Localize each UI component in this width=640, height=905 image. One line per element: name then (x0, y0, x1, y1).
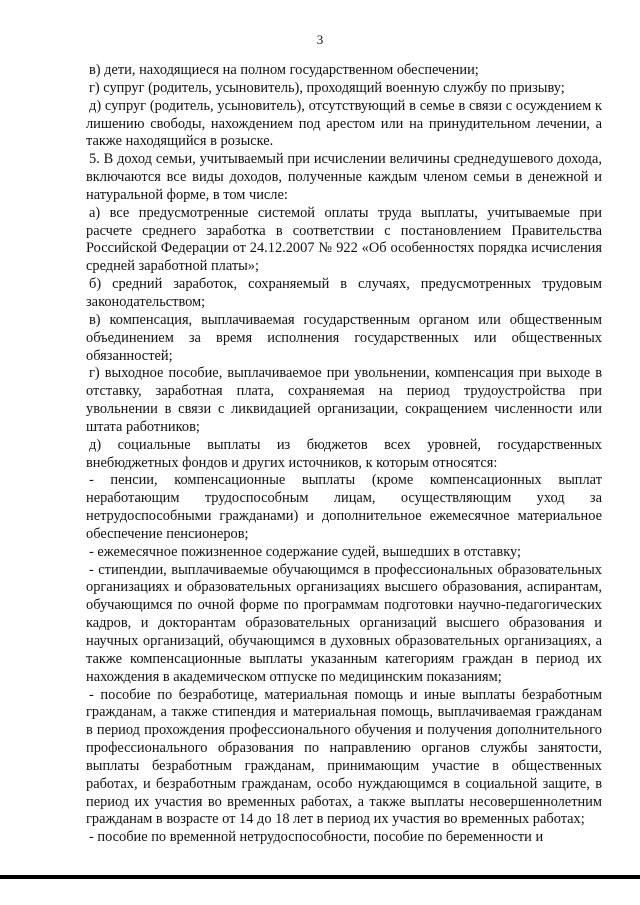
page-number: 3 (316, 32, 324, 47)
paragraph-children-state-support: в) дети, находящиеся на полном государственном обеспечении; (89, 62, 479, 78)
paragraph-wage-payments: а) все предусмотренные системой оплаты труда выплаты, учитываемые при расчете среднего заработка в соответствии с постановлением Правительства Российской Федерации от 24.12.2007 № 922 «Об особенностях порядка исчисления средней заработной платы»; (86, 204, 602, 275)
list-item-disability-benefit: - пособие по временной нетрудоспособности, пособие по беременности и (89, 829, 544, 846)
scan-bottom-border (0, 875, 640, 879)
document-body (86, 62, 602, 847)
paragraph-severance-pay: г) выходное пособие, выплачиваемое при увольнении, компенсация при выходе в отставку, заработная плата, сохраняемая на период трудоустройства при увольнении в связи с ликвидацией организации, сокращением численности или штата работников; (86, 365, 602, 435)
paragraph-social-payments: д) социальные выплаты из бюджетов всех уровней, государственных внебюджетных фондов и других источников, к которым относятся: (86, 436, 602, 471)
list-item-pensions: - пенсии, компенсационные выплаты (кроме компенсационных выплат неработающим трудоспособным лицам, осуществляющим уход за нетрудоспособными гражданами) и дополнительное ежемесячное материальное обеспечение пенсионеров; (86, 472, 602, 542)
paragraph-spouse-military: г) супруг (родитель, усыновитель), проходящий военную службу по призыву; (89, 79, 565, 96)
paragraph-section-5: 5. В доход семьи, учитываемый при исчислении величины среднедушевого дохода, включаются все виды доходов, полученные каждым членом семьи в денежной и натуральной форме, в том числе: (86, 151, 602, 203)
list-item-stipends: - стипендии, выплачиваемые обучающимся в профессиональных образовательных организациях и образовательных организациях высшего образования, аспирантам, обучающимся по очной форме по программам подготовки научно-педагогических кадров, и докторантам образовательных организаций высшего образования и научных организаций, обучающимся в духовных образовательных организациях, а также компенсационные выплаты указанным категориям граждан в период их нахождения в академическом отпуске по медицинским показаниям; (86, 561, 602, 685)
paragraph-spouse-absent: д) супруг (родитель, усыновитель), отсутствующий в семье в связи с осуждением к лишению свободы, нахождением под арестом или на принудительном лечении, а также находящийся в розыске. (86, 97, 602, 150)
paragraph-compensation-duties: в) компенсация, выплачиваемая государственным органом или общественным объединением за время исполнения государственных или общественных обязанностей; (86, 311, 602, 364)
paragraph-average-earnings: б) средний заработок, сохраняемый в случаях, предусмотренных трудовым законодательством; (86, 276, 602, 310)
list-item-judges-allowance: - ежемесячное пожизненное содержание судей, вышедших в отставку; (89, 543, 521, 560)
list-item-unemployment-benefit: - пособие по безработице, материальная помощь и иные выплаты безработным гражданам, а также стипендия и материальная помощь, выплачиваемая гражданам в период прохождения профессионального обучения и получения дополнительного профессионального образования по направлению органов службы занятости, выплаты безработным гражданам, принимающим участие в общественных работах, и безработным гражданам, особо нуждающимся в социальной защите, в период их участия во временных работах, а также выплаты несовершеннолетним гражданам в возрасте от 14 до 18 лет в период их участия во временных работах; (86, 686, 602, 828)
